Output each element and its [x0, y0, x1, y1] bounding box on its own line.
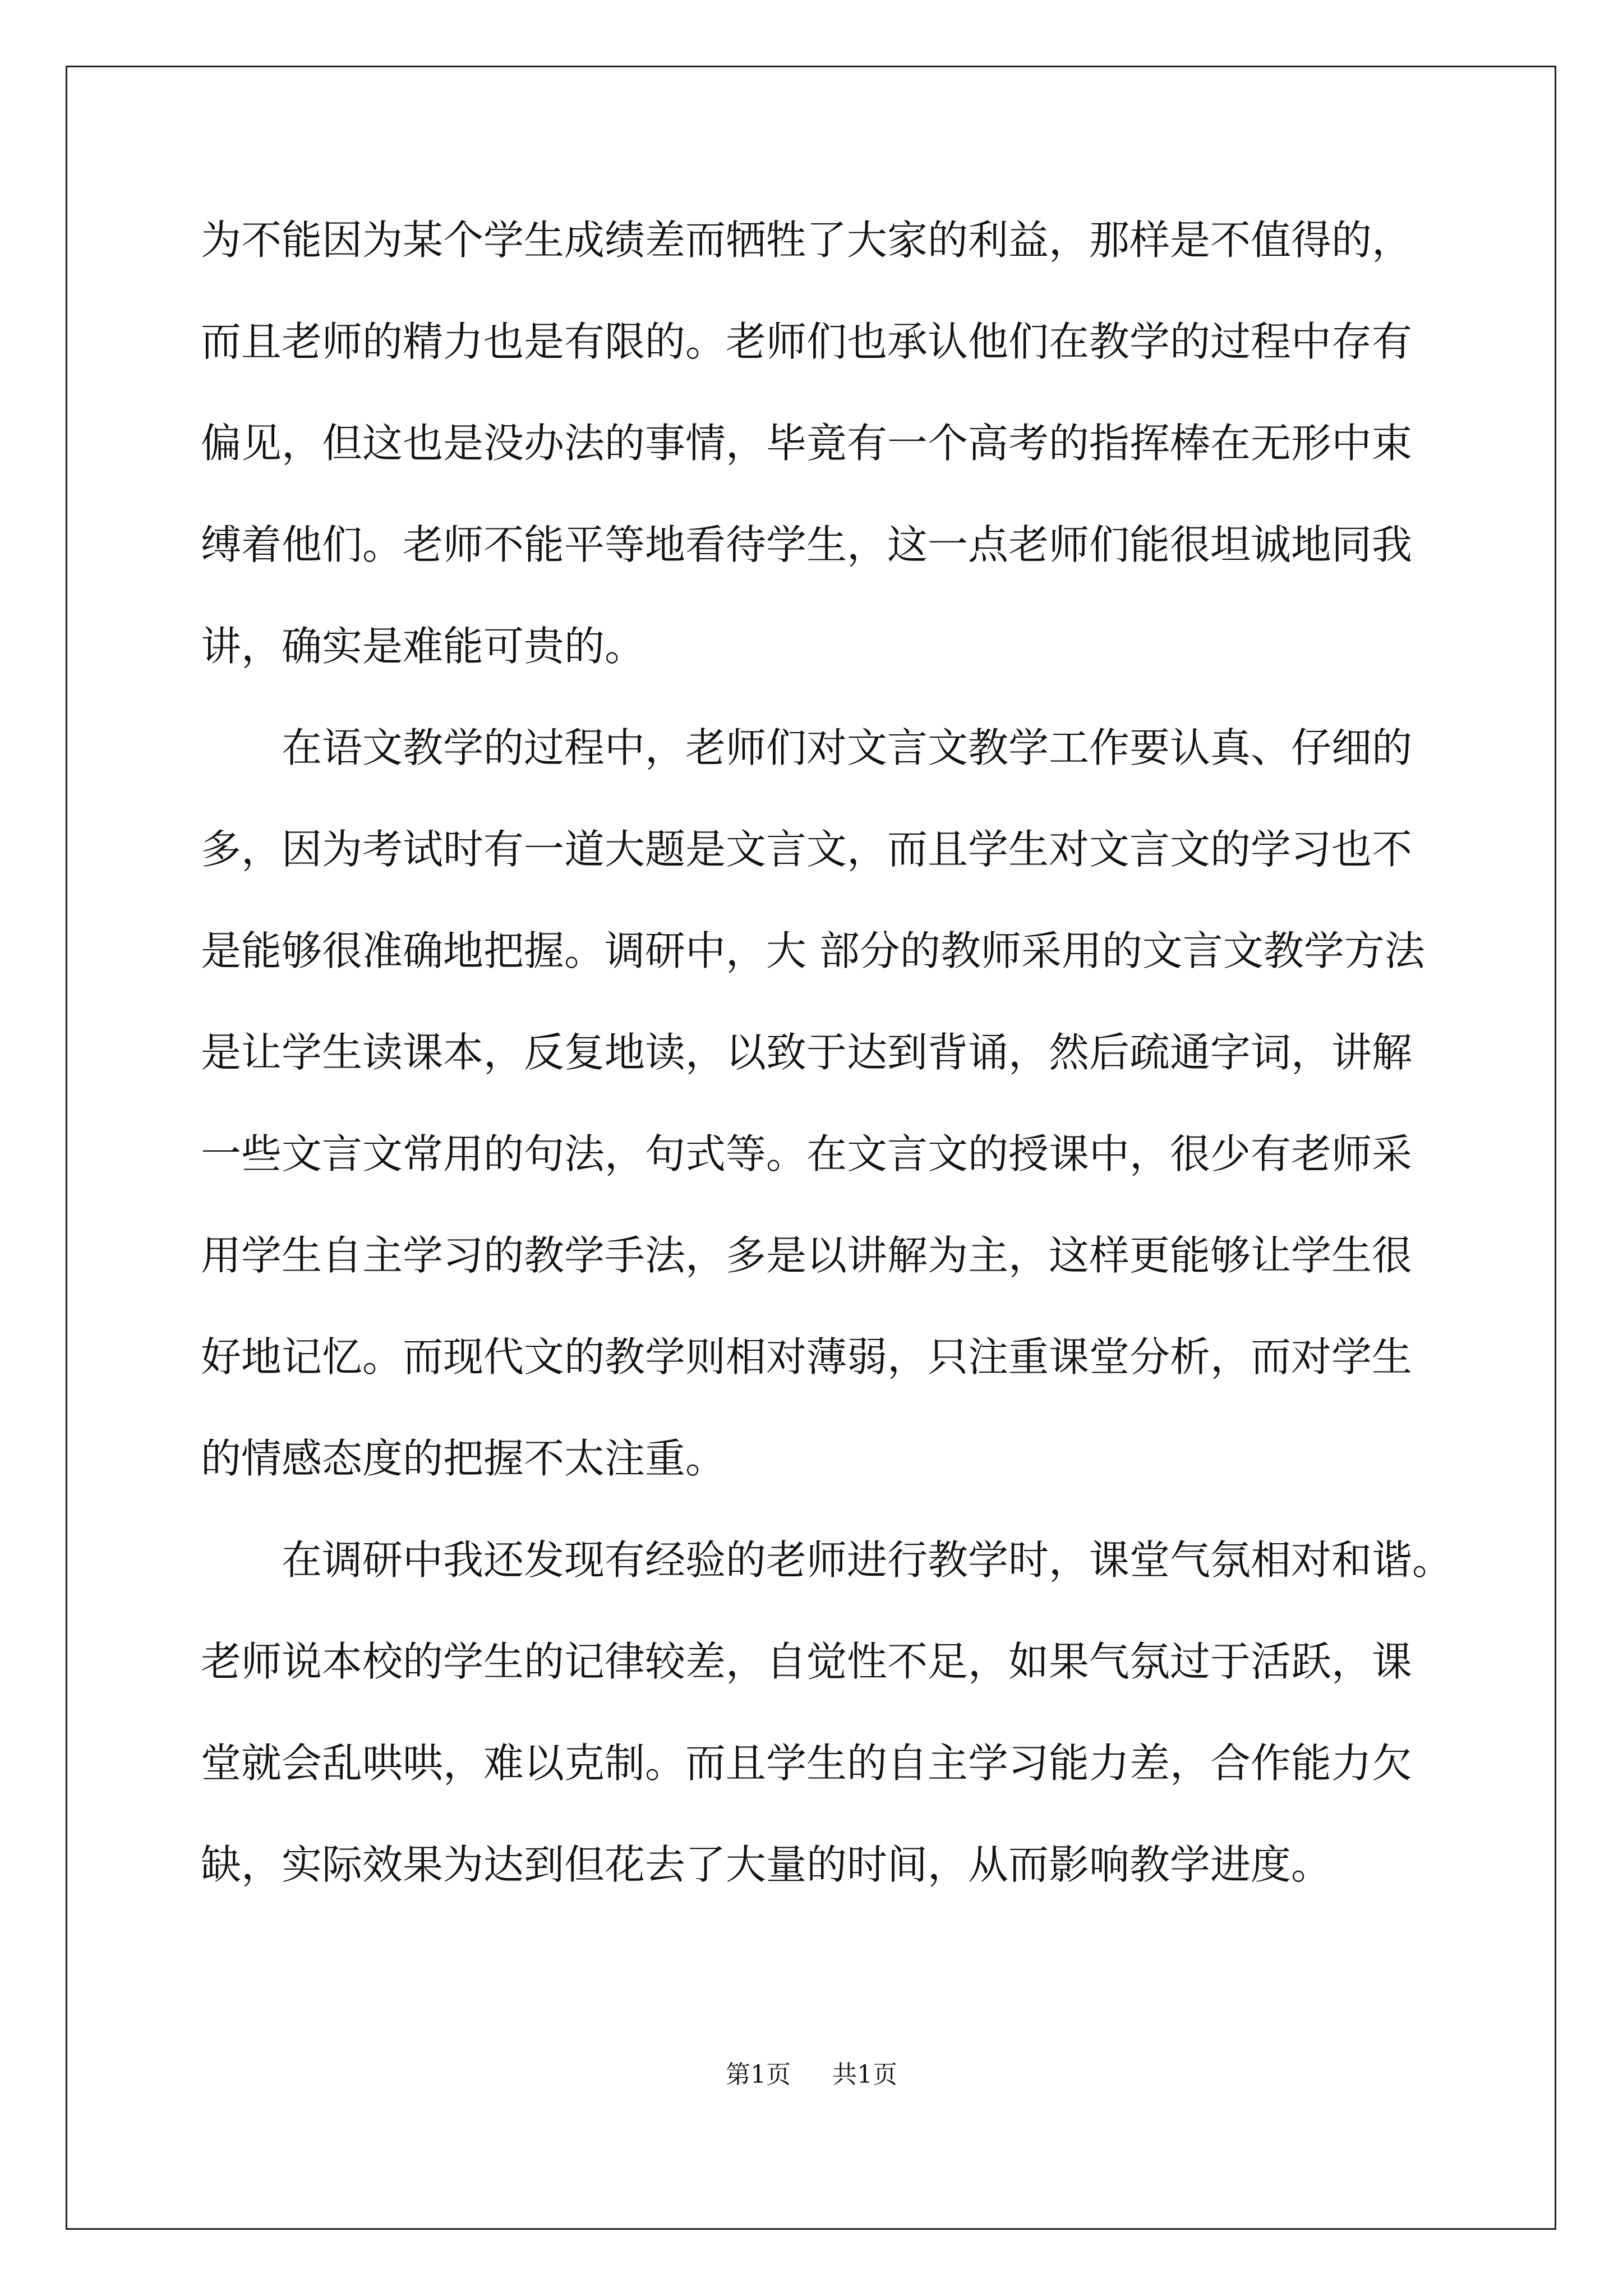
text-line: 是能够很准确地把握。调研中，大 部分的教师采用的文言文教学方法: [201, 927, 1425, 974]
text-line: 的情感态度的把握不太注重。: [201, 1435, 726, 1482]
text-line: 在调研中我还发现有经验的老师进行教学时，课堂气氛相对和谐。: [201, 1536, 1453, 1584]
text-line: 讲，确实是难能可贵的。: [201, 623, 645, 670]
text-line: 缚着他们。老师不能平等地看待学生，这一点老师们能很坦诚地同我: [201, 521, 1413, 568]
document-body: [201, 212, 1453, 1938]
text-line: 是让学生读课本，反复地读，以致于达到背诵，然后疏通字词，讲解: [201, 1029, 1413, 1076]
text-line: 用学生自主学习的教学手法，多是以讲解为主，这样更能够让学生很: [201, 1232, 1413, 1279]
page-number: 第1页: [726, 2060, 791, 2089]
page-total: 共1页: [832, 2060, 897, 2089]
page-footer: [0, 2054, 1623, 2090]
text-line: 一些文言文常用的句法，句式等。在文言文的授课中，很少有老师采: [201, 1130, 1413, 1177]
text-line: 而且老师的精力也是有限的。老师们也承认他们在教学的过程中存有: [201, 318, 1413, 365]
text-line: 多，因为考试时有一道大题是文言文，而且学生对文言文的学习也不: [201, 826, 1413, 873]
text-line: 堂就会乱哄哄，难以克制。而且学生的自主学习能力差，合作能力欠: [201, 1740, 1413, 1787]
text-line: 为不能因为某个学生成绩差而牺牲了大家的利益，那样是不值得的，: [201, 217, 1413, 264]
text-line: 好地记忆。而现代文的教学则相对薄弱，只注重课堂分析，而对学生: [201, 1333, 1413, 1381]
text-line: 偏见，但这也是没办法的事情，毕竟有一个高考的指挥棒在无形中束: [201, 420, 1413, 467]
text-line: 在语文教学的过程中，老师们对文言文教学工作要认真、仔细的: [201, 724, 1413, 771]
text-line: 缺，实际效果为达到但花去了大量的时间，从而影响教学进度。: [201, 1841, 1332, 1888]
text-line: 老师说本校的学生的记律较差，自觉性不足，如果气氛过于活跃，课: [201, 1638, 1413, 1685]
